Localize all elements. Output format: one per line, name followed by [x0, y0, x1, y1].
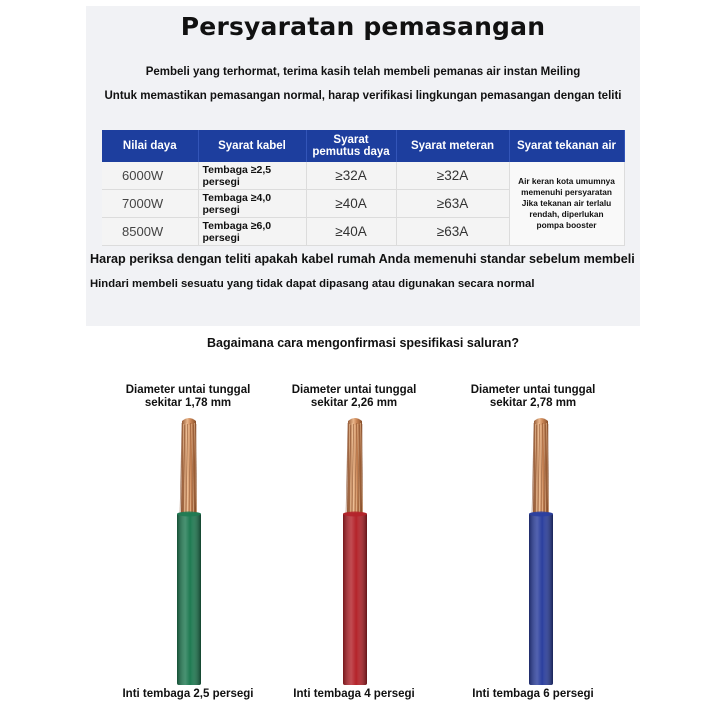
pressure-note: Air keran kota umumnya memenuhi persyaratan Jika tekanan air terlalu rendah, diperlukan pompa booster: [509, 162, 624, 246]
howto-title: Bagaimana cara mengonfirmasi spesifikasi saluran?: [207, 336, 519, 350]
check-notice: Harap periksa dengan teliti apakah kabel rumah Anda memenuhi standar sebelum membeli: [90, 252, 635, 266]
table-row: [102, 162, 624, 190]
header-meter: Syarat meteran: [396, 130, 509, 162]
power-cell: 7000W: [102, 190, 198, 218]
cable-cell: Tembaga ≥6,0 persegi: [198, 218, 306, 246]
breaker-cell: ≥40A: [306, 218, 396, 246]
requirements-table: [102, 130, 625, 246]
insulation-shading: [529, 513, 553, 685]
page-title: Persyaratan pemasangan: [180, 12, 546, 41]
power-cell: 8500W: [102, 218, 198, 246]
wire-2-diameter-line1: Diameter untai tunggal: [291, 384, 417, 396]
intro-line-1: Pembeli yang terhormat, terima kasih telah membeli pemanas air instan Meiling: [145, 66, 581, 78]
wire-1-illustration: [169, 415, 209, 687]
table-header-row: [102, 130, 624, 162]
meter-cell: ≥63A: [396, 218, 509, 246]
wire-3-diameter-line2: sekitar 2,78 mm: [489, 397, 577, 409]
cable-cell: Tembaga ≥4,0 persegi: [198, 190, 306, 218]
wire-3-illustration: [521, 415, 561, 687]
breaker-cell: ≥40A: [306, 190, 396, 218]
requirements-panel: [86, 6, 640, 326]
header-power: Nilai daya: [102, 130, 198, 162]
wire-3-diameter-line1: Diameter untai tunggal: [470, 384, 596, 396]
wire-2-illustration: [335, 415, 375, 687]
wire-2-core-label: Inti tembaga 4 persegi: [293, 688, 415, 700]
insulation-shading: [177, 513, 201, 685]
header-cable: Syarat kabel: [198, 130, 306, 162]
insulation-shading: [343, 513, 367, 685]
cable-cell: Tembaga ≥2,5 persegi: [198, 162, 306, 190]
insulation-cut-edge: [343, 512, 367, 517]
header-pressure: Syarat tekanan air: [509, 130, 624, 162]
wire-1-core-label: Inti tembaga 2,5 persegi: [122, 688, 254, 700]
insulation-cut-edge: [529, 512, 553, 517]
insulation-cut-edge: [177, 512, 201, 517]
wire-1-diameter-line2: sekitar 1,78 mm: [144, 397, 232, 409]
meter-cell: ≥63A: [396, 190, 509, 218]
breaker-cell: ≥32A: [306, 162, 396, 190]
power-cell: 6000W: [102, 162, 198, 190]
avoid-notice: Hindari membeli sesuatu yang tidak dapat dipasang atau digunakan secara normal: [90, 278, 535, 290]
meter-cell: ≥32A: [396, 162, 509, 190]
wire-2-diameter: [254, 384, 454, 410]
header-breaker: Syarat pemutus daya: [306, 130, 396, 162]
wire-1-diameter-line1: Diameter untai tunggal: [125, 384, 251, 396]
wire-3-core-label: Inti tembaga 6 persegi: [472, 688, 594, 700]
intro-line-2: Untuk memastikan pemasangan normal, harap verifikasi lingkungan pemasangan dengan teliti: [104, 90, 622, 102]
wire-3-diameter: [433, 384, 633, 410]
wire-2-diameter-line2: sekitar 2,26 mm: [310, 397, 398, 409]
